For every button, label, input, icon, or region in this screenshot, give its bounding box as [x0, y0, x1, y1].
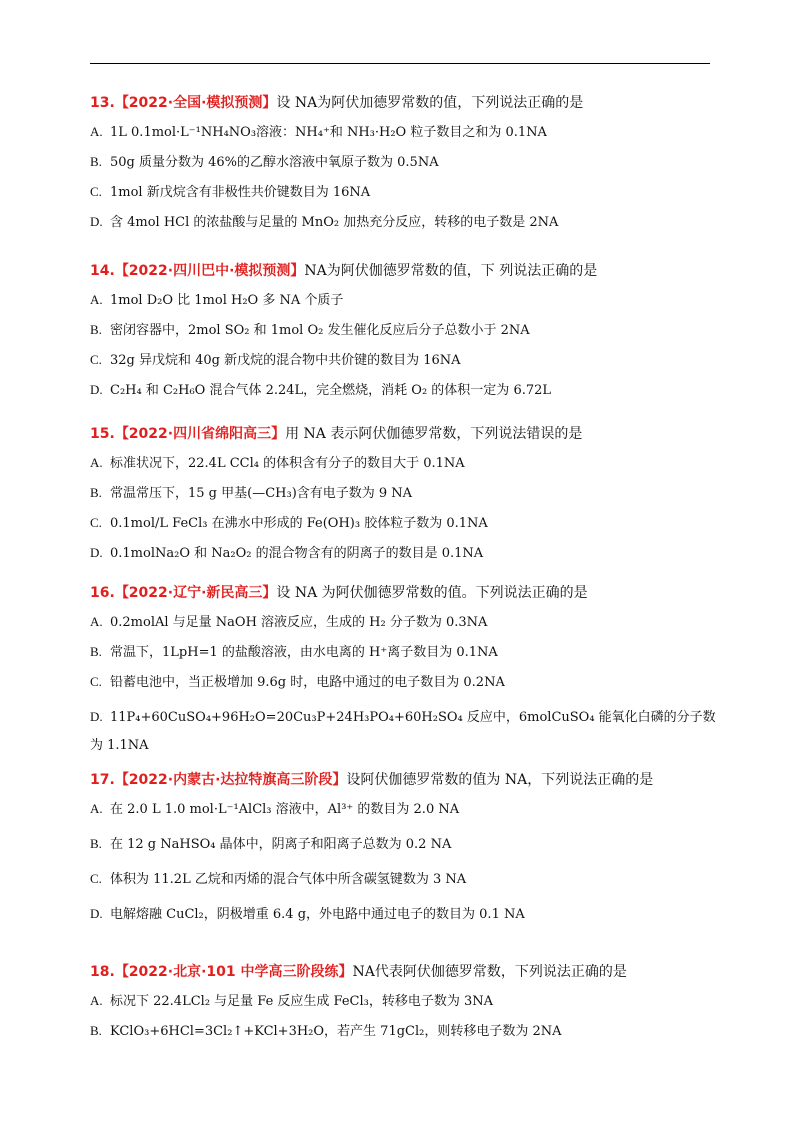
- option-b: [90, 1022, 720, 1041]
- question-heading: [90, 261, 720, 281]
- option-text: 体积为 11.2L 乙烷和丙烯的混合气体中所含碳氢键数为 3 NA: [110, 872, 467, 887]
- option-text: 11P₄+60CuSO₄+96H₂O=20Cu₃P+24H₃PO₄+60H₂SO₄ 反应中，6molCuSO₄ 能氧化白磷的分子数为 1.1NA: [90, 710, 716, 753]
- option-a: [90, 800, 720, 819]
- option-key: A.: [90, 124, 103, 139]
- option-text: 1mol 新戊烷含有非极性共价键数目为 16NA: [110, 185, 371, 200]
- question-13: [90, 93, 720, 243]
- option-key: C.: [90, 352, 102, 367]
- option-text: 常温下，1LpH=1 的盐酸溶液，由水电离的 H⁺离子数目为 0.1NA: [110, 645, 498, 660]
- question-source: 【2022·内蒙古·达拉特旗高三阶段】: [114, 772, 347, 788]
- option-c: [90, 183, 720, 202]
- option-d: [90, 905, 720, 924]
- option-b: [90, 153, 720, 172]
- question-number: 16.: [90, 585, 115, 601]
- option-key: B.: [90, 154, 102, 169]
- option-key: D.: [90, 709, 103, 724]
- option-key: D.: [90, 214, 103, 229]
- question-number: 13.: [90, 95, 115, 111]
- option-d: [90, 544, 720, 563]
- option-text: KClO₃+6HCl=3Cl₂↑+KCl+3H₂O，若产生 71gCl₂，则转移电子数为 2NA: [110, 1024, 562, 1039]
- option-text: 在 2.0 L 1.0 mol·L⁻¹AlCl₃ 溶液中，Al³⁺ 的数目为 2.0 NA: [110, 802, 460, 817]
- option-key: B.: [90, 322, 102, 337]
- option-key: B.: [90, 836, 102, 851]
- option-text: 0.1mol/L FeCl₃ 在沸水中形成的 Fe(OH)₃ 胶体粒子数为 0.1NA: [110, 516, 488, 531]
- option-c: [90, 870, 720, 889]
- option-c: [90, 351, 720, 370]
- option-c: [90, 673, 720, 692]
- option-key: D.: [90, 382, 103, 397]
- option-key: B.: [90, 1023, 102, 1038]
- option-text: 1mol D₂O 比 1mol H₂O 多 NA 个质子: [110, 293, 344, 308]
- question-stem: 设 NA 为阿伏伽德罗常数的值。下列说法正确的是: [276, 585, 588, 601]
- option-key: A.: [90, 993, 103, 1008]
- option-key: C.: [90, 674, 102, 689]
- option-text: 标准状况下，22.4L CCl₄ 的体积含有分子的数目大于 0.1NA: [110, 456, 465, 471]
- question-14: [90, 261, 720, 411]
- option-key: C.: [90, 515, 102, 530]
- option-d: [90, 213, 720, 232]
- header-rule: [90, 63, 710, 64]
- option-b: [90, 321, 720, 340]
- question-number: 18.: [90, 964, 115, 980]
- question-heading: [90, 962, 720, 982]
- option-key: A.: [90, 801, 103, 816]
- option-key: D.: [90, 545, 103, 560]
- question-18: [90, 962, 720, 1052]
- option-text: 32g 异戊烷和 40g 新戊烷的混合物中共价键的数目为 16NA: [110, 353, 461, 368]
- question-source: 【2022·辽宁·新民高三】: [114, 585, 277, 601]
- question-stem: 设阿伏伽德罗常数的值为 NA，下列说法正确的是: [346, 772, 654, 788]
- option-a: [90, 992, 720, 1011]
- option-b: [90, 643, 720, 662]
- option-a: [90, 613, 720, 632]
- option-key: A.: [90, 614, 103, 629]
- question-heading: [90, 424, 720, 444]
- option-a: [90, 291, 720, 310]
- option-a: [90, 123, 720, 142]
- option-text: 在 12 g NaHSO₄ 晶体中，阴离子和阳离子总数为 0.2 NA: [110, 837, 452, 852]
- option-c: [90, 514, 720, 533]
- question-number: 15.: [90, 426, 115, 442]
- option-b: [90, 835, 720, 854]
- option-text: 0.1molNa₂O 和 Na₂O₂ 的混合物含有的阴离子的数目是 0.1NA: [110, 546, 484, 561]
- option-text: 常温常压下，15 g 甲基(—CH₃)含有电子数为 9 NA: [110, 486, 413, 501]
- option-key: B.: [90, 485, 102, 500]
- option-text: 标况下 22.4LCl₂ 与足量 Fe 反应生成 FeCl₃，转移电子数为 3NA: [110, 994, 494, 1009]
- question-source: 【2022·四川省绵阳高三】: [114, 426, 286, 442]
- option-text: 含 4mol HCl 的浓盐酸与足量的 MnO₂ 加热充分反应，转移的电子数是 2NA: [110, 215, 559, 230]
- question-heading: [90, 93, 720, 113]
- question-source: 【2022·全国·模拟预测】: [114, 95, 277, 111]
- option-key: C.: [90, 184, 102, 199]
- option-key: D.: [90, 906, 103, 921]
- option-text: 电解熔融 CuCl₂，阴极增重 6.4 g，外电路中通过电子的数目为 0.1 NA: [110, 907, 525, 922]
- option-b: [90, 484, 720, 503]
- option-key: A.: [90, 292, 103, 307]
- option-text: 50g 质量分数为 46%的乙醇水溶液中氧原子数为 0.5NA: [110, 155, 439, 170]
- question-16: [90, 583, 720, 773]
- option-text: 0.2molAl 与足量 NaOH 溶液反应，生成的 H₂ 分子数为 0.3NA: [110, 615, 488, 630]
- question-stem: 设 NA为阿伏加德罗常数的值，下列说法正确的是: [276, 95, 584, 111]
- question-stem: 用 NA 表示阿伏伽德罗常数，下列说法错误的是: [285, 426, 583, 442]
- option-a: [90, 454, 720, 473]
- option-d: [90, 381, 720, 400]
- option-key: B.: [90, 644, 102, 659]
- option-key: A.: [90, 455, 103, 470]
- question-number: 14.: [90, 263, 115, 279]
- question-heading: [90, 583, 720, 603]
- question-number: 17.: [90, 772, 115, 788]
- option-text: 密闭容器中，2mol SO₂ 和 1mol O₂ 发生催化反应后分子总数小于 2NA: [110, 323, 530, 338]
- question-15: [90, 424, 720, 574]
- question-heading: [90, 770, 720, 790]
- option-text: 1L 0.1mol·L⁻¹NH₄NO₃溶液：NH₄⁺和 NH₃·H₂O 粒子数目之和为 0.1NA: [110, 125, 547, 140]
- option-text: 铅蓄电池中，当正极增加 9.6g 时，电路中通过的电子数目为 0.2NA: [110, 675, 505, 690]
- question-source: 【2022·北京·101 中学高三阶段练】: [114, 964, 353, 980]
- option-d: [90, 703, 720, 760]
- question-stem: NA为阿伏伽德罗常数的值，下 列说法正确的是: [304, 263, 598, 279]
- question-stem: NA代表阿伏伽德罗常数，下列说法正确的是: [352, 964, 627, 980]
- question-source: 【2022·四川巴中·模拟预测】: [114, 263, 305, 279]
- option-text: C₂H₄ 和 C₂H₆O 混合气体 2.24L，完全燃烧，消耗 O₂ 的体积一定为 6.72L: [110, 383, 552, 398]
- option-key: C.: [90, 871, 102, 886]
- question-17: [90, 770, 720, 935]
